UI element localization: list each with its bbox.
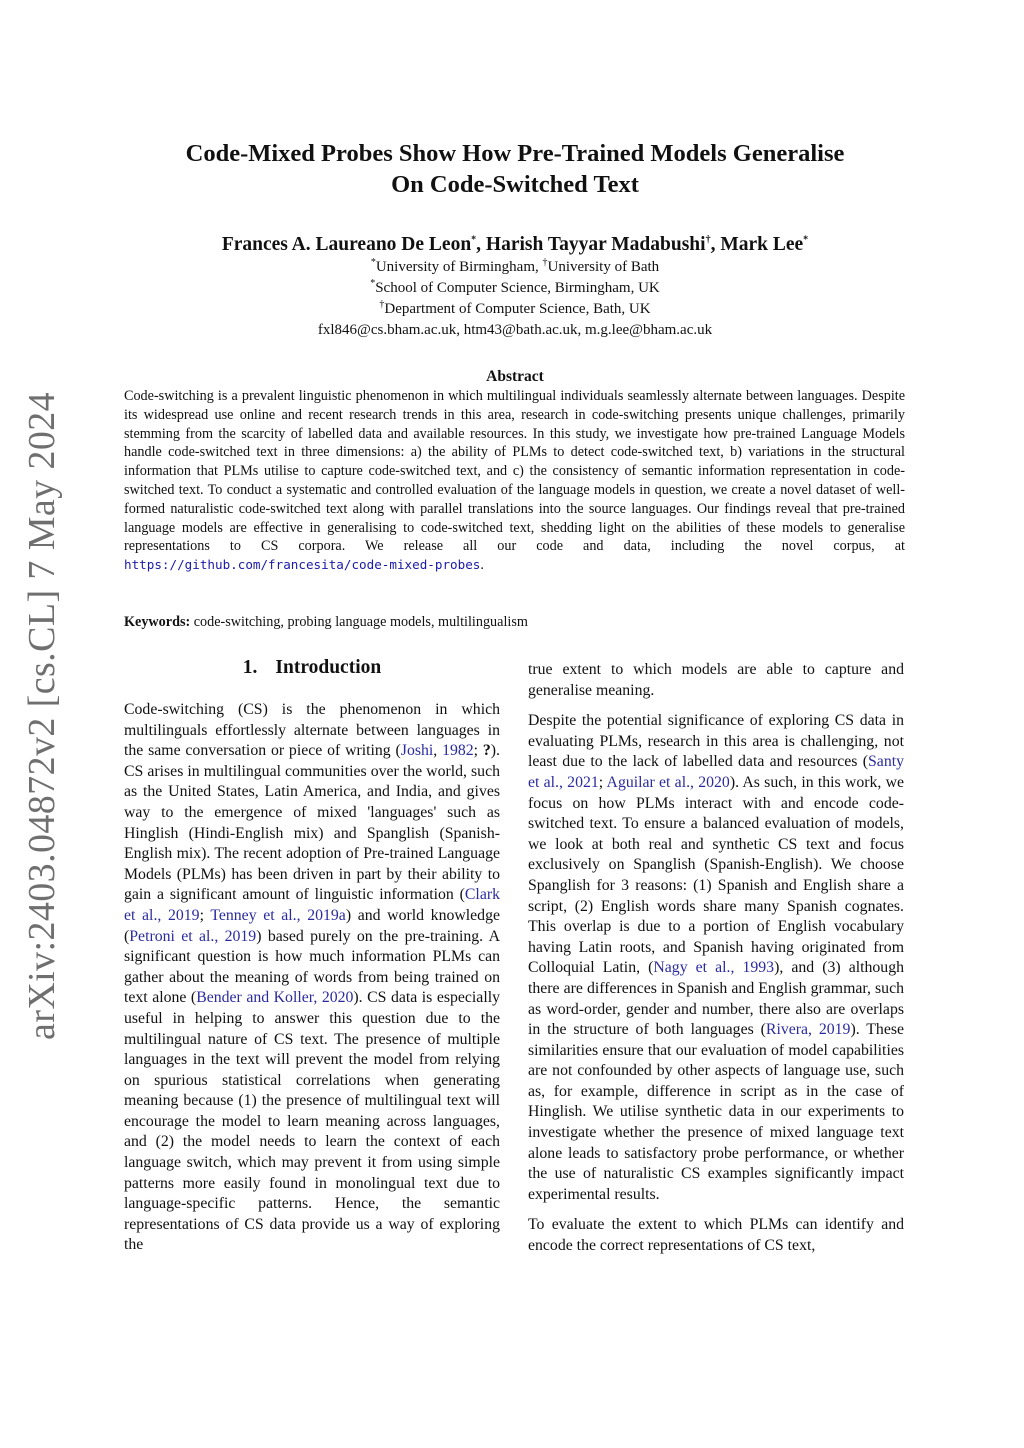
body-text: ;	[199, 906, 211, 924]
citation-link[interactable]: Petroni et al., 2019	[129, 927, 257, 945]
title-line-2: On Code-Switched Text	[391, 171, 639, 198]
citation-missing: ?	[482, 742, 491, 760]
affiliation-text: School of Computer Science, Birmingham, UK	[375, 280, 660, 296]
body-text: ). As such, in this work, we focus on how PLMs interact with and encode code-switched text. To ensure a balanced evaluation of models, we look at both real and synthetic CS text and focus exclusively on Spanglish (Spanish-English). We choose Spanglish for 3 reasons: (1) Spanish and English share a script, (2) English words share many Spanish cognates. This overlap is due to a portion of English vocabulary having Latin roots, and Spanish having originated from Colloquial Latin, (	[528, 773, 904, 977]
repository-link[interactable]: https://github.com/francesita/code-mixed-probes	[124, 557, 481, 573]
body-text: ;	[473, 742, 483, 760]
author-name: Harish Tayyar Madabushi	[485, 234, 706, 255]
paper-title	[110, 138, 920, 200]
body-text: ) and world knowledge (	[124, 906, 500, 945]
keywords-text: code-switching, probing language models, multilingualism	[190, 614, 528, 630]
body-text: ). CS data is especially useful in helping to answer this question due to the multilingual nature of CS text. The presence of multiple languages in the text will prevent the model from relying on spurious statistical correlations when generating meaning because (1) the presence of multilingual text will encourage the model to learn meaning across languages, and (2) the model needs to learn the context of each language switch, which may prevent it from using simple patterns more easily found in monolingual text due to language-specific patterns. Hence, the semantic representations of CS data provide us a way of exploring the	[124, 989, 500, 1254]
citation-link[interactable]: Aguilar et al., 2020	[606, 773, 730, 791]
citation-link[interactable]: Joshi	[400, 742, 434, 760]
arxiv-identifier: arXiv:2403.04872v2 [cs.CL] 7 May 2024	[21, 391, 63, 1040]
affiliation-mark: †	[542, 257, 548, 268]
affiliation-line	[110, 259, 920, 276]
affiliation-mark: †	[705, 234, 711, 246]
section-heading	[124, 657, 500, 679]
affiliation-line	[110, 280, 920, 297]
paragraph	[528, 711, 904, 1205]
citation-link[interactable]: 1982	[442, 742, 474, 760]
body-text: Despite the potential significance of exploring CS data in evaluating PLMs, research in this area is challenging, not least due to the lack of labelled data and resources (	[528, 712, 904, 771]
body-text: ;	[598, 773, 607, 791]
affiliation-text: University of Birmingham,	[375, 259, 543, 275]
left-column	[124, 700, 500, 1266]
affiliation-mark: *	[370, 278, 376, 289]
author-name: Frances A. Laureano De Leon	[221, 234, 472, 255]
title-line-1: Code-Mixed Probes Show How Pre-Trained Models Generalise	[185, 140, 845, 167]
paragraph	[124, 700, 500, 1256]
affiliation-mark: *	[471, 234, 477, 246]
body-text: ), and (3) although there are differences in Spanish and English grammar, such as word-order, gender and number, there also are overlaps in the structure of both languages (	[528, 959, 904, 1039]
affiliation-mark: †	[379, 299, 385, 310]
affiliation-mark: *	[803, 234, 809, 246]
body-text: ) based purely on the pre-training. A significant question is how much information PLMs can gather about the meaning of words from being trained on text alone (	[124, 927, 500, 1007]
abstract-heading: Abstract	[486, 368, 544, 385]
author-name: Mark Lee	[720, 234, 804, 255]
body-text: ). These similarities ensure that our evaluation of model capabilities are not confounded by other aspects of language use, such as, for example, difference in script as in the case of Hinglish. We utilise synthetic data in our experiments to investigate whether the presence of mixed language text alone leads to satisfactory probe performance, or whether the use of naturalistic CS examples significantly impact experimental results.	[528, 1021, 904, 1203]
affiliation-line	[110, 301, 920, 318]
affiliation-mark: *	[370, 257, 376, 268]
citation-link[interactable]: Tenney et al., 2019a	[210, 906, 346, 924]
abstract-text: Code-switching is a prevalent linguistic phenomenon in which multilingual individuals seamlessly alternate between languages. Despite its widespread use online and recent research trends in this area, research in code-switching presents unique challenges, primarily stemming from the scarcity of labelled data and available resources. In this study, we investigate how pre-trained Language Models handle code-switched text in three dimensions: a) the ability of PLMs to detect code-switched text, b) variations in the structural information that PLMs utilise to capture code-switched text, and c) the consistency of semantic information representation in code-switched text. To conduct a systematic and controlled evaluation of the language models in question, we create a novel dataset of well-formed naturalistic code-switched text along with parallel translations into the source languages. Our findings reveal that pre-trained language models are effective in generalising to code-switched text, shedding light on the abilities of these models to generalise representations to CS corpora. We release all our code and data, including the novel corpus, at	[124, 388, 905, 555]
author-list: Frances A. Laureano De Leon*, Harish Tayyar Madabushi†, Mark Lee*	[221, 234, 809, 255]
section-number: 1.	[242, 657, 258, 678]
citation-link[interactable]: Rivera, 2019	[765, 1021, 851, 1039]
affiliation-text: University of Bath	[547, 259, 660, 275]
body-text: ,	[433, 742, 443, 760]
arxiv-margin-stamp	[20, 391, 63, 1080]
citation-link[interactable]: Santy et al., 2021	[528, 753, 904, 791]
body-text: Code-switching (CS) is the phenomenon in which multilinguals effortlessly alternate between languages in the same conversation or piece of writing (	[124, 701, 500, 760]
affiliation-text: Department of Computer Science, Bath, UK	[384, 301, 651, 317]
section-title: Introduction	[275, 657, 382, 678]
paragraph: To evaluate the extent to which PLMs can identify and encode the correct representations of CS text,	[528, 1216, 904, 1255]
paragraph: true extent to which models are able to capture and generalise meaning.	[528, 661, 904, 699]
author-emails: fxl846@cs.bham.ac.uk, htm43@bath.ac.uk, m.g.lee@bham.ac.uk	[317, 322, 713, 338]
citation-link[interactable]: Nagy et al., 1993	[653, 959, 775, 977]
keywords-label: Keywords:	[124, 614, 191, 630]
keywords	[124, 614, 905, 631]
abstract-body	[124, 387, 905, 575]
body-text: ). CS arises in multilingual communities over the world, such as the United States, Latin America, and India, and gives way to the emergence of mixed 'languages' such as Hinglish (Hindi-English mix) and Spanglish (Spanish-English mix). The recent adoption of Pre-trained Language Models (PLMs) has been driven in part by their ability to gain a significant amount of linguistic information (	[124, 742, 500, 904]
abstract-end: .	[480, 557, 484, 574]
right-column	[528, 660, 904, 1267]
citation-link[interactable]: Clark et al., 2019	[124, 886, 500, 924]
citation-link[interactable]: Bender and Koller, 2020	[196, 989, 354, 1007]
